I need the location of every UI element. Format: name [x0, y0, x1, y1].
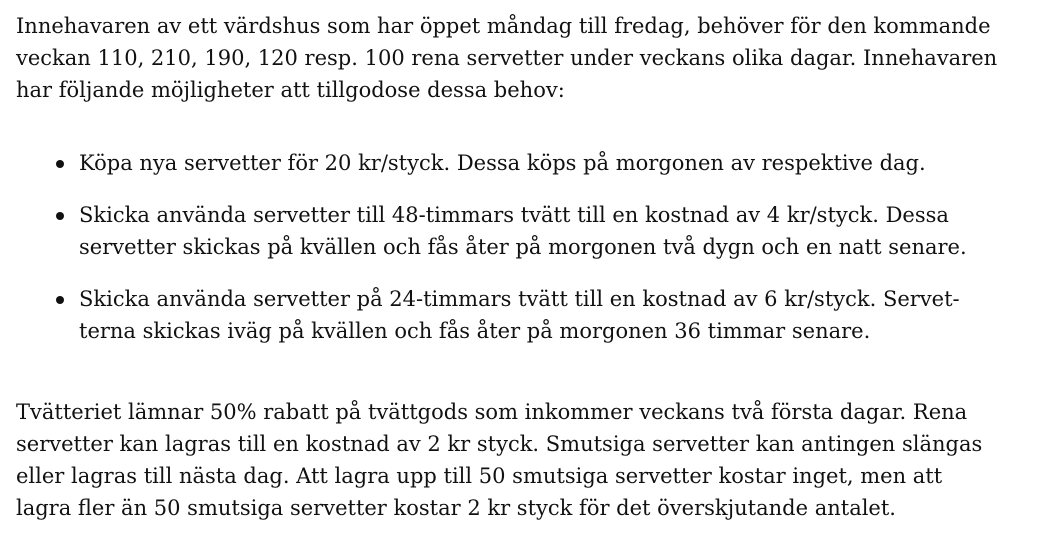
closing-line-1: Tvätteriet lämnar 50% rabatt på tvättgods som inkommer veckans två första dagar. Rena — [16, 400, 968, 424]
bullet-item-24h-laundry — [16, 283, 1026, 347]
bullet-2-line-1: Skicka använda servetter till 48-timmars tvätt till en kostnad av 4 kr/styck. Dessa — [79, 203, 949, 227]
closing-paragraph — [16, 396, 1026, 524]
bullet-icon — [56, 160, 64, 168]
bullet-3-line-2: terna skickas iväg på kvällen och fås åter på morgonen 36 timmar senare. — [79, 319, 871, 343]
intro-line-2: veckan 110, 210, 190, 120 resp. 100 rena servetter under veckans olika dagar. Innehavaren — [16, 46, 998, 70]
intro-line-1: Innehavaren av ett värdshus som har öppet måndag till fredag, behöver för den kommande — [16, 14, 991, 38]
bullet-item-48h-laundry — [16, 199, 1026, 263]
bullet-list — [16, 147, 1026, 347]
bullet-icon — [56, 296, 64, 304]
intro-paragraph — [16, 10, 1026, 106]
document-page — [16, 10, 1026, 524]
closing-line-2: servetter kan lagras till en kostnad av 2 kr styck. Smutsiga servetter kan antingen slängas — [16, 432, 983, 456]
bullet-1-line-1: Köpa nya servetter för 20 kr/styck. Dessa köps på morgonen av respektive dag. — [79, 151, 926, 175]
bullet-icon — [56, 212, 64, 220]
intro-line-3: har följande möjligheter att tillgodose dessa behov: — [16, 78, 565, 102]
closing-line-4: lagra fler än 50 smutsiga servetter kostar 2 kr styck för det överskjutande antalet. — [16, 496, 896, 520]
bullet-2-line-2: servetter skickas på kvällen och fås åter på morgonen två dygn och en natt senare. — [79, 235, 967, 259]
bullet-3-line-1: Skicka använda servetter på 24-timmars tvätt till en kostnad av 6 kr/styck. Servet- — [79, 287, 960, 311]
closing-line-3: eller lagras till nästa dag. Att lagra upp till 50 smutsiga servetter kostar inget, men att — [16, 464, 943, 488]
bullet-item-buy-new — [16, 147, 1026, 179]
